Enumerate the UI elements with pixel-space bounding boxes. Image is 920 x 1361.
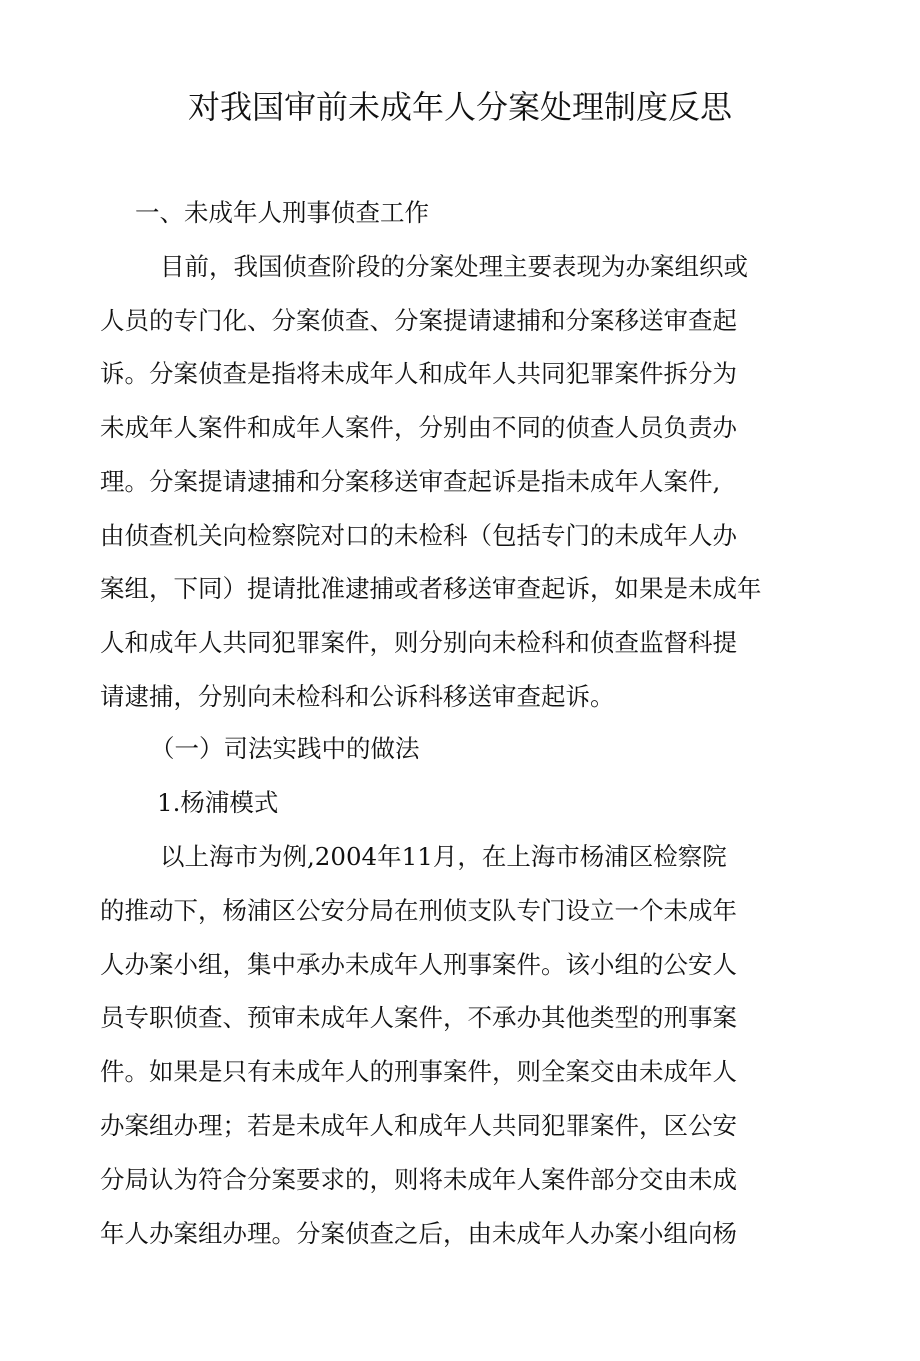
text-line: 案组，下同）提请批准逮捕或者移送审查起诉，如果是未成年 xyxy=(100,574,762,604)
text-line: 分局认为符合分案要求的，则将未成年人案件部分交由未成 xyxy=(100,1164,737,1194)
text-line: 办案组办理；若是未成年人和成年人共同犯罪案件，区公安 xyxy=(100,1111,737,1140)
text-line: 人和成年人共同犯罪案件，则分别向未检科和侦查监督科提 xyxy=(100,627,737,657)
text-line: 由侦查机关向检察院对口的未检科（包括专门的未成年人办 xyxy=(100,520,737,550)
text-line: 年人办案组办理。分案侦查之后，由未成年人办案小组向杨 xyxy=(100,1218,737,1248)
text-line: 理。分案提请逮捕和分案移送审查起诉是指未成年人案件, xyxy=(100,466,721,496)
subheading: （一）司法实践中的做法 xyxy=(150,734,420,763)
text-line: 请逮捕，分别向未检科和公诉科移送审查起诉。 xyxy=(100,681,615,711)
text-line: 人办案小组，集中承办未成年人刑事案件。该小组的公安人 xyxy=(100,949,737,979)
text-line: 未成年人案件和成年人案件，分别由不同的侦查人员负责办 xyxy=(100,413,737,443)
text-line: 的推动下，杨浦区公安分局在刑侦支队专门设立一个未成年 xyxy=(100,895,737,925)
text-line: 员专职侦查、预审未成年人案件，不承办其他类型的刑事案 xyxy=(100,1003,737,1033)
text-line: 诉。分案侦查是指将未成年人和成年人共同犯罪案件拆分为 xyxy=(100,359,737,389)
text-line: 件。如果是只有未成年人的刑事案件，则全案交由未成年人 xyxy=(100,1057,737,1087)
section-heading: 一、未成年人刑事侦查工作 xyxy=(135,198,429,227)
item-heading: 1.杨浦模式 xyxy=(157,788,279,817)
page-title: 对我国审前未成年人分案处理制度反思 xyxy=(187,88,732,126)
text-line: 人员的专门化、分案侦查、分案提请逮捕和分案移送审查起 xyxy=(100,305,737,335)
text-line: 以上海市为例,2004年11月，在上海市杨浦区检察院 xyxy=(160,842,727,871)
text-line: 目前，我国侦查阶段的分案处理主要表现为办案组织或 xyxy=(160,252,748,281)
